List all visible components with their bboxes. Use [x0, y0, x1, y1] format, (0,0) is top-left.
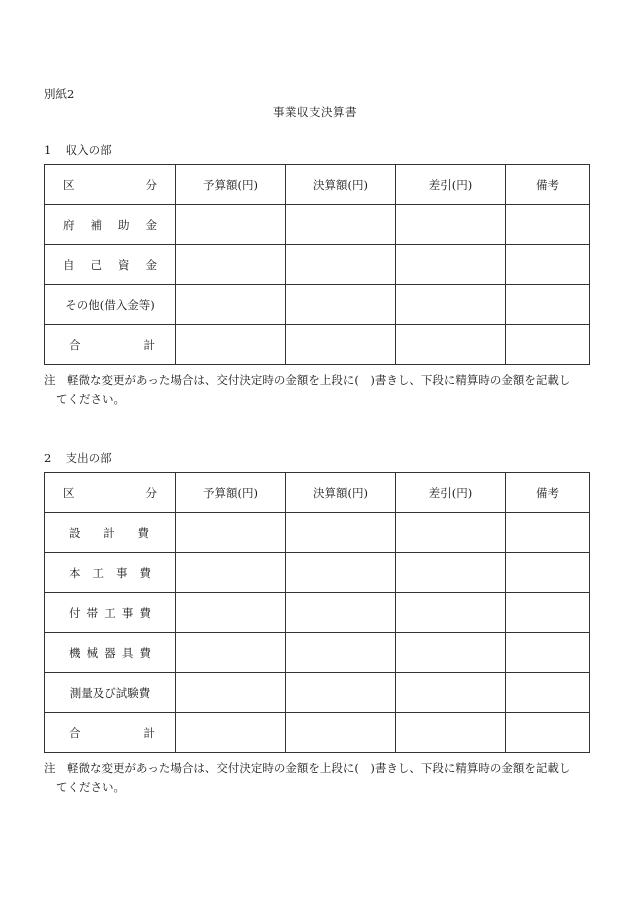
difference-cell[interactable] — [396, 713, 506, 753]
difference-cell[interactable] — [396, 553, 506, 593]
note-line-2: てください。 — [56, 392, 125, 406]
row-label: 付 帯 工 事 費 — [45, 593, 176, 633]
row-label: 合 計 — [45, 713, 176, 753]
settlement-cell[interactable] — [286, 713, 396, 753]
difference-cell[interactable] — [396, 245, 506, 285]
header-difference: 差引(円) — [396, 165, 506, 205]
difference-cell[interactable] — [396, 593, 506, 633]
difference-cell[interactable] — [396, 325, 506, 365]
remarks-cell[interactable] — [506, 205, 590, 245]
remarks-cell[interactable] — [506, 513, 590, 553]
header-budget: 予算額(円) — [176, 165, 286, 205]
header-category — [45, 165, 176, 205]
table-row — [45, 673, 590, 713]
remarks-cell[interactable] — [506, 285, 590, 325]
attachment-label: 別紙2 — [44, 87, 75, 101]
settlement-cell[interactable] — [286, 593, 396, 633]
difference-cell[interactable] — [396, 205, 506, 245]
remarks-cell[interactable] — [506, 245, 590, 285]
table-row — [45, 205, 590, 245]
header-budget: 予算額(円) — [176, 473, 286, 513]
budget-cell[interactable] — [176, 325, 286, 365]
difference-cell[interactable] — [396, 673, 506, 713]
total-row — [45, 713, 590, 753]
budget-cell[interactable] — [176, 205, 286, 245]
remarks-cell[interactable] — [506, 553, 590, 593]
note-line-1: 注 軽微な変更があった場合は、交付決定時の金額を上段に( )書きし、下段に精算時の金額を記載し — [44, 373, 571, 387]
remarks-cell[interactable] — [506, 633, 590, 673]
budget-cell[interactable] — [176, 593, 286, 633]
budget-cell[interactable] — [176, 285, 286, 325]
table-row — [45, 633, 590, 673]
budget-cell[interactable] — [176, 245, 286, 285]
row-label: 自 己 資 金 — [45, 245, 176, 285]
row-label: 設 計 費 — [45, 513, 176, 553]
settlement-cell[interactable] — [286, 633, 396, 673]
row-label: 測量及び試験費 — [45, 673, 176, 713]
header-category-label: 区 分 — [63, 177, 157, 192]
table-row — [45, 553, 590, 593]
budget-cell[interactable] — [176, 673, 286, 713]
budget-cell[interactable] — [176, 553, 286, 593]
settlement-cell[interactable] — [286, 553, 396, 593]
settlement-cell[interactable] — [286, 673, 396, 713]
header-difference: 差引(円) — [396, 473, 506, 513]
settlement-cell[interactable] — [286, 513, 396, 553]
income-note — [44, 371, 592, 409]
document-title: 事業収支決算書 — [273, 105, 357, 119]
expenditure-section-title: 支出の部 — [65, 451, 112, 465]
remarks-cell[interactable] — [506, 713, 590, 753]
settlement-cell[interactable] — [286, 325, 396, 365]
expenditure-header-row — [45, 473, 590, 513]
header-category — [45, 473, 176, 513]
difference-cell[interactable] — [396, 633, 506, 673]
income-section-title: 収入の部 — [65, 143, 112, 157]
row-label: 合 計 — [45, 325, 176, 365]
settlement-cell[interactable] — [286, 285, 396, 325]
remarks-cell[interactable] — [506, 673, 590, 713]
remarks-cell[interactable] — [506, 593, 590, 633]
header-settlement: 決算額(円) — [286, 473, 396, 513]
header-settlement: 決算額(円) — [286, 165, 396, 205]
income-table — [44, 164, 590, 365]
expenditure-section-heading — [44, 450, 112, 466]
difference-cell[interactable] — [396, 513, 506, 553]
table-row — [45, 513, 590, 553]
budget-cell[interactable] — [176, 633, 286, 673]
budget-cell[interactable] — [176, 713, 286, 753]
budget-cell[interactable] — [176, 513, 286, 553]
header-remarks: 備考 — [506, 473, 590, 513]
expenditure-table — [44, 472, 590, 753]
header-category-label: 区 分 — [63, 485, 157, 500]
row-label: その他(借入金等) — [45, 285, 176, 325]
row-label: 本 工 事 費 — [45, 553, 176, 593]
table-row — [45, 285, 590, 325]
note-line-1: 注 軽微な変更があった場合は、交付決定時の金額を上段に( )書きし、下段に精算時の金額を記載し — [44, 761, 571, 775]
difference-cell[interactable] — [396, 285, 506, 325]
expenditure-note — [44, 759, 592, 797]
row-label: 機 械 器 具 費 — [45, 633, 176, 673]
income-section-heading — [44, 142, 112, 158]
table-row — [45, 245, 590, 285]
settlement-cell[interactable] — [286, 205, 396, 245]
total-row — [45, 325, 590, 365]
row-label: 府 補 助 金 — [45, 205, 176, 245]
table-row — [45, 593, 590, 633]
income-section-number: 1 — [44, 143, 52, 157]
expenditure-section-number: 2 — [44, 451, 52, 465]
header-remarks: 備考 — [506, 165, 590, 205]
remarks-cell[interactable] — [506, 325, 590, 365]
settlement-cell[interactable] — [286, 245, 396, 285]
income-header-row — [45, 165, 590, 205]
note-line-2: てください。 — [56, 780, 125, 794]
